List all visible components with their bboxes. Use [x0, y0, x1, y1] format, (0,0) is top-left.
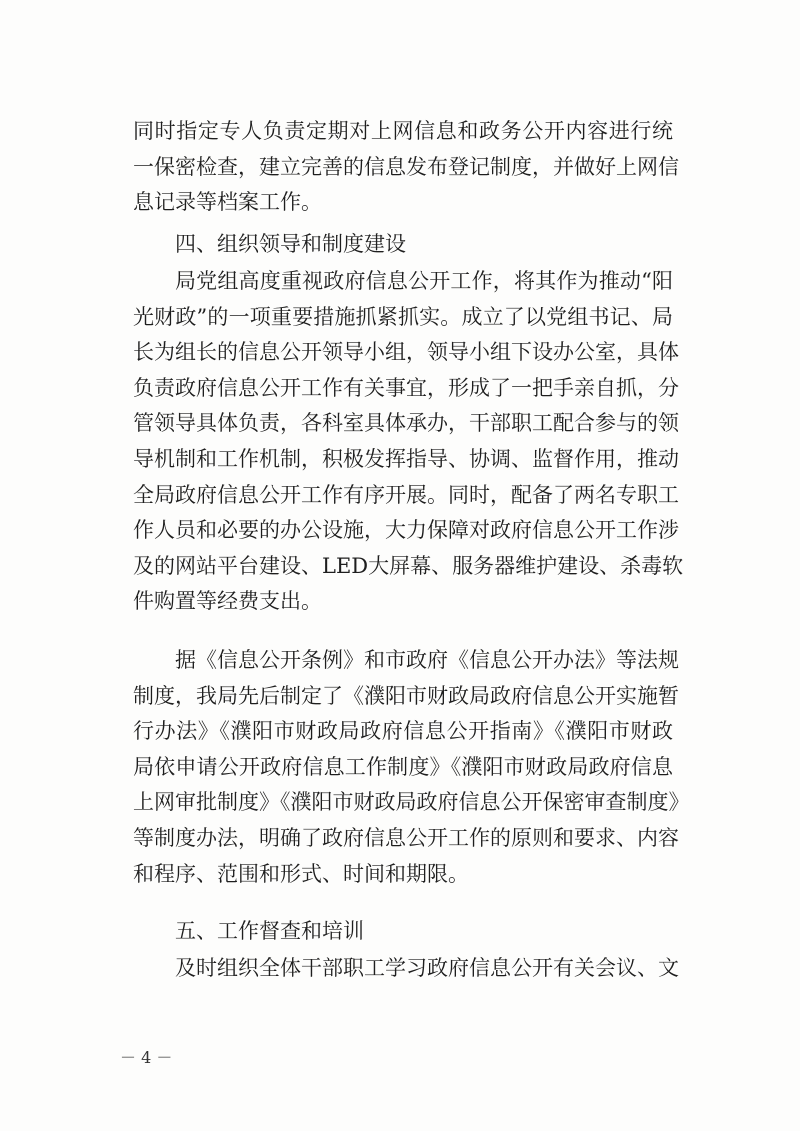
text-line: 局依申请公开政府信息工作制度》《濮阳市财政局政府信息	[133, 754, 673, 779]
text-line: 行办法》《濮阳市财政局政府信息公开指南》《濮阳市财政	[133, 719, 673, 744]
text-line: 及时组织全体干部职工学习政府信息公开有关会议、文	[175, 956, 679, 980]
text-line: 光财政”的一项重要措施抓紧抓实。成立了以党组书记、局	[133, 304, 673, 329]
text-line: 件购置等经费支出。	[133, 589, 322, 614]
text-line: 息记录等档案工作。	[133, 190, 322, 215]
paragraph-leadership	[133, 264, 684, 620]
text-line: 局党组高度重视政府信息公开工作，将其作为推动“阳	[175, 269, 673, 293]
text-line: 长为组长的信息公开领导小组，领导小组下设办公室，具体	[133, 340, 679, 365]
text-line: 作人员和必要的办公设施，大力保障对政府信息公开工作涉	[133, 518, 679, 543]
section-heading-4: 四、组织领导和制度建设	[175, 232, 406, 256]
text-line: 和程序、范围和形式、时间和期限。	[133, 861, 469, 886]
text-line: 等制度办法，明确了政府信息公开工作的原则和要求、内容	[133, 825, 679, 850]
text-line: 负责政府信息公开工作有关事宜，形成了一把手亲自抓，分	[133, 375, 679, 400]
page-number: － 4 －	[120, 1048, 173, 1067]
text-line: 制度，我局先后制定了《濮阳市财政局政府信息公开实施暂	[133, 683, 679, 708]
text-line: 同时指定专人负责定期对上网信息和政务公开内容进行统	[133, 119, 673, 143]
text-line: 全局政府信息公开工作有序开展。同时，配备了两名专职工	[133, 482, 679, 507]
paragraph-regulations	[133, 643, 690, 892]
section-heading-5: 五、工作督查和培训	[175, 919, 364, 943]
paragraph-training	[133, 951, 679, 987]
text-line: 据《信息公开条例》和市政府《信息公开办法》等法规	[175, 648, 679, 672]
text-line: 上网审批制度》《濮阳市财政局政府信息公开保密审查制度》	[133, 790, 690, 815]
paragraph-continued	[133, 114, 679, 221]
text-line: 及的网站平台建设、LED大屏幕、服务器维护建设、杀毒软	[133, 553, 684, 578]
text-line: 管领导具体负责，各科室具体承办，干部职工配合参与的领	[133, 411, 679, 436]
text-line: 一保密检查，建立完善的信息发布登记制度，并做好上网信	[133, 154, 679, 179]
text-line: 导机制和工作机制，积极发挥指导、协调、监督作用，推动	[133, 446, 679, 471]
